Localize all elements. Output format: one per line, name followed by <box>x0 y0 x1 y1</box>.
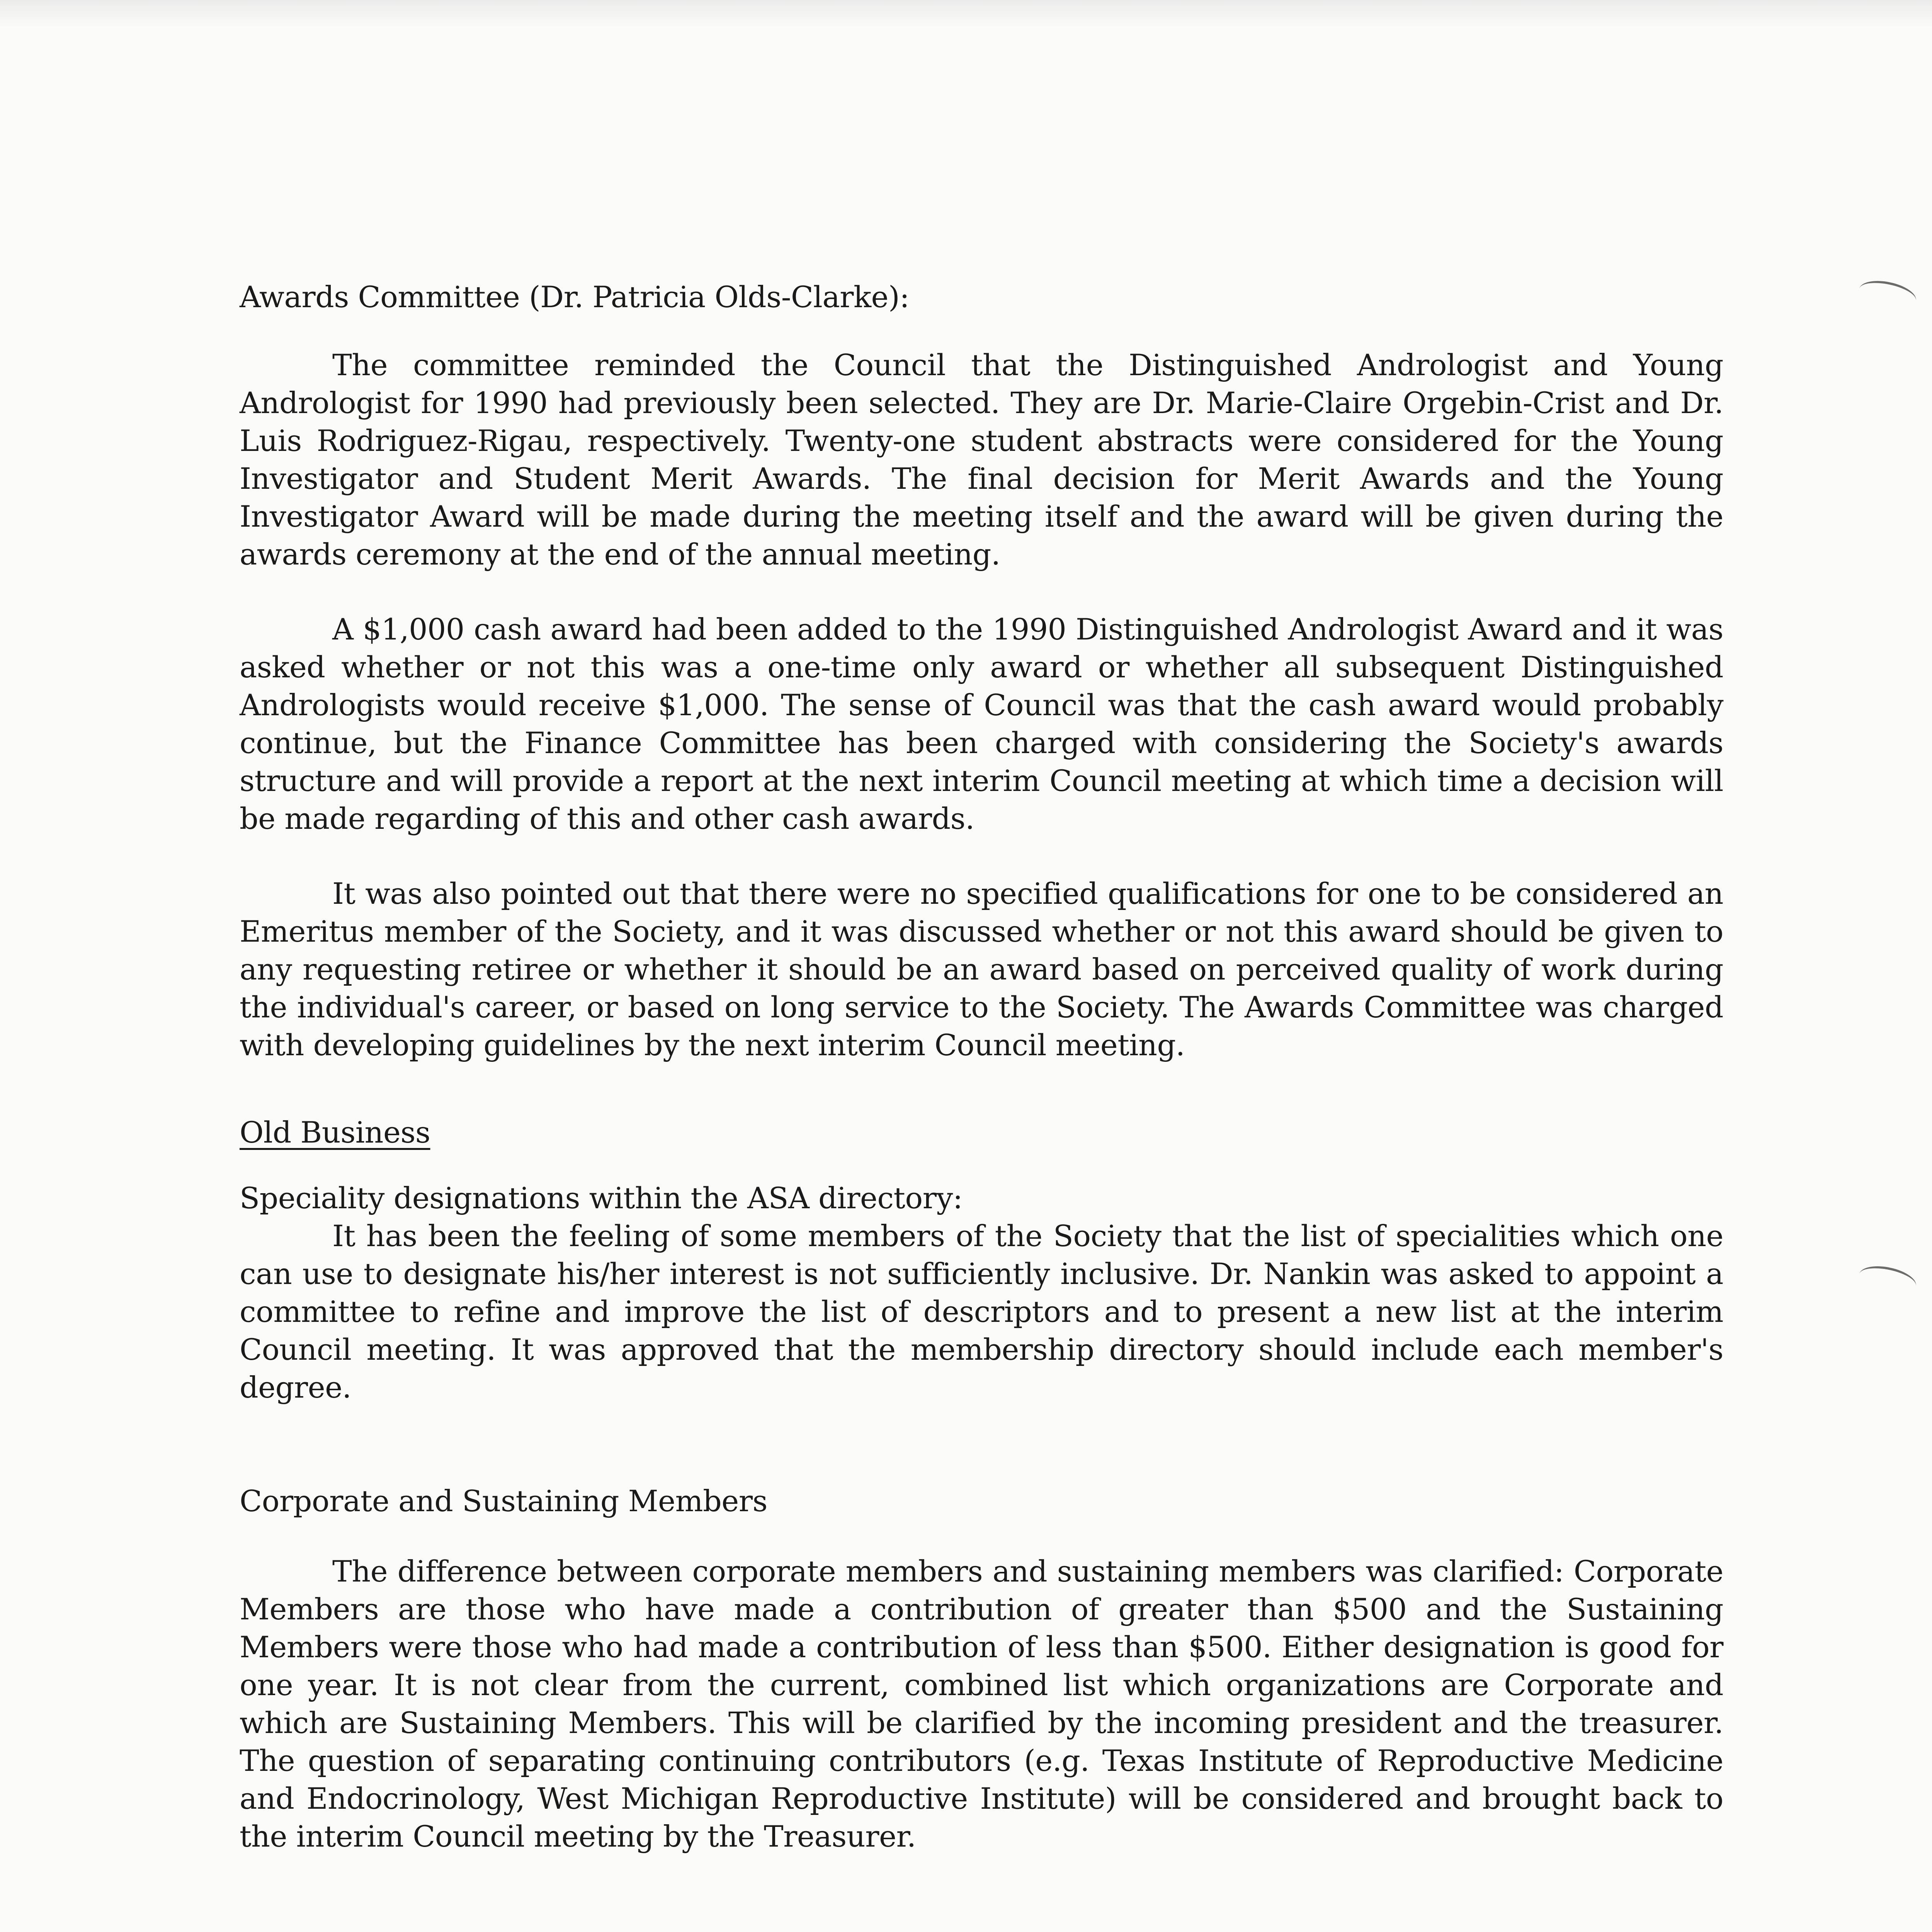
scan-top-edge <box>0 0 1932 27</box>
awards-paragraph-1: The committee reminded the Council that the Distinguished Andrologist and Young Andrologist for 1990 had previously been selected. They are Dr. Marie-Claire Orgebin-Crist and Dr. Luis Rodriguez-Rigau, respectively. Twenty-one student abstracts were considered for the Young Investigator and Student Merit Awards. The final decision for Merit Awards and the Young Investigator Award will be made during the meeting itself and the award will be given during the awards ceremony at the end of the annual meeting. <box>240 348 1723 571</box>
corporate-sustaining-paragraph: The difference between corporate members and sustaining members was clarified: Corporate Members are those who have made a contribution of greater than $500 and the Sustaining Members were those who had made a contribution of less than $500. Either designation is good for one year. It is not clear from the current, combined list which organizations are Corporate and which are Sustaining Members. This will be clarified by the incoming president and the treasurer. The question of separating continuing contributors (e.g. Texas Institute of Reproductive Medicine and Endocrinology, West Michigan Reproductive Institute) will be considered and brought back to the interim Council meeting by the Treasurer. <box>240 1554 1723 1854</box>
awards-paragraph-2: A $1,000 cash award had been added to the 1990 Distinguished Andrologist Award and it was asked whether or not this was a one-time only award or whether all subsequent Distinguished Andrologists would receive $1,000. The sense of Council was that the cash award would probably continue, but the Finance Committee has been charged with considering the Society's awards structure and will provide a report at the next interim Council meeting at which time a decision will be made regarding of this and other cash awards. <box>240 612 1723 836</box>
document-body <box>240 278 1723 1855</box>
awards-committee-heading: Awards Committee (Dr. Patricia Olds-Clarke): <box>240 280 910 314</box>
awards-paragraph-3: It was also pointed out that there were no specified qualifications for one to be considered an Emeritus member of the Society, and it was discussed whether or not this award should be given to any requesting retiree or whether it should be an award based on perceived quality of work during the individual's career, or based on long service to the Society. The Awards Committee was charged with developing guidelines by the next interim Council meeting. <box>240 876 1723 1062</box>
binder-mark-top <box>1857 276 1918 313</box>
speciality-designations-heading: Speciality designations within the ASA directory: <box>240 1181 963 1215</box>
old-business-heading <box>240 1114 1723 1151</box>
binder-mark-middle <box>1857 1262 1918 1299</box>
corporate-sustaining-heading: Corporate and Sustaining Members <box>240 1484 768 1518</box>
speciality-designations-paragraph: It has been the feeling of some members of the Society that the list of specialities which one can use to designate his/her interest is not sufficiently inclusive. Dr. Nankin was asked to appoint a committee to refine and improve the list of descriptors and to present a new list at the interim Council meeting. It was approved that the membership directory should include each member's degree. <box>240 1219 1723 1405</box>
old-business-heading-text: Old Business <box>240 1115 430 1150</box>
